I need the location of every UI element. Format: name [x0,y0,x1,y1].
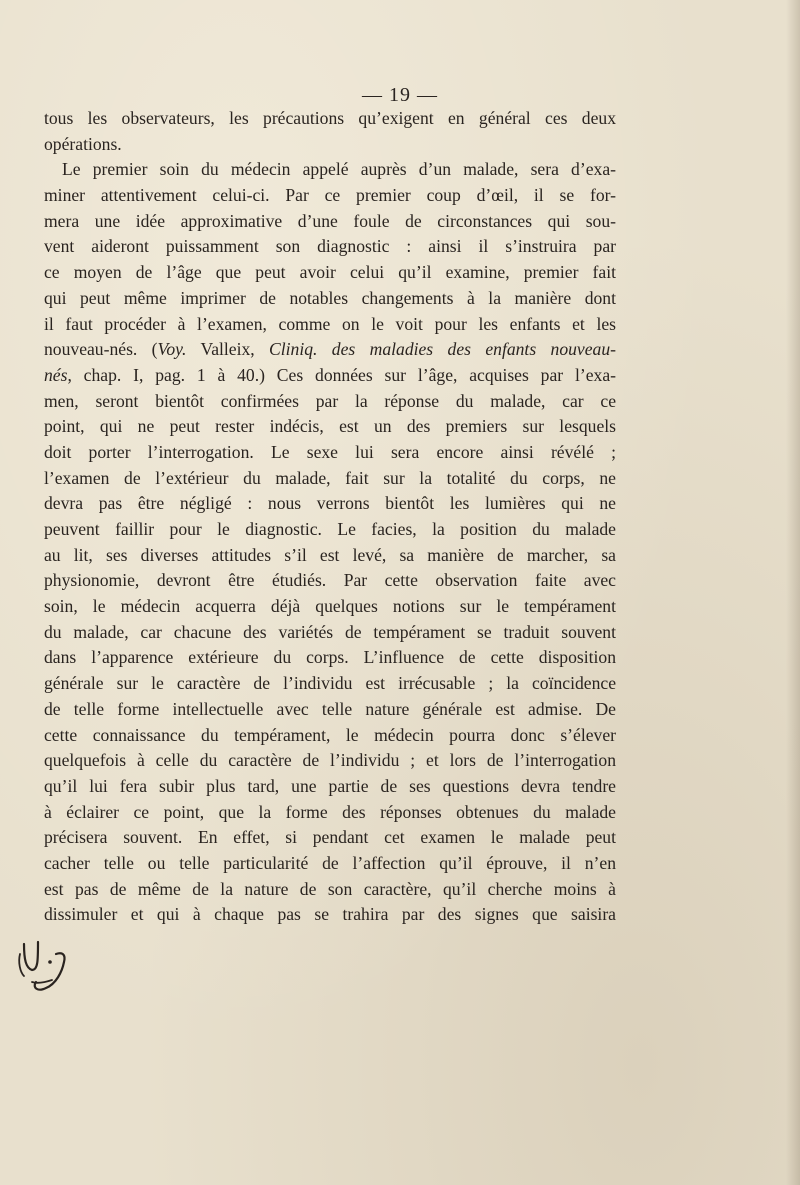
page-number: — 19 — [362,84,438,106]
text-line: mera une idée approximative d’une foule de circonstances qui sou- [44,210,616,231]
text-line: du malade, car chacune des variétés de tempérament se traduit souvent [44,621,616,642]
text-line: de telle forme intellectuelle avec telle nature générale est admise. De [44,698,616,719]
text-line: quelquefois à celle du caractère de l’individu ; et lors de l’interrogation [44,750,616,771]
citation-text: , chap. I, pag. 1 à 40.) Ces données sur l’âge, acquises par l’exa- [67,364,616,385]
text-line: point, qui ne peut rester indécis, est un des premiers sur lesquels [44,416,616,437]
text-line: peuvent faillir pour le diagnostic. Le facies, la position du malade [44,519,616,539]
handwritten-mark [16,932,86,1002]
text-line: opérations. [44,133,122,154]
text-line: est pas de même de la nature de son caractère, qu’il cherche moins à [44,878,616,899]
text-line: qui peut même imprimer de notables changements à la manière dont [44,287,616,308]
text-line: générale sur le caractère de l’individu est irrécusable ; la coïncidence [44,673,616,694]
text-line: au lit, ses diverses attitudes s’il est levé, sa manière de marcher, sa [44,544,616,565]
citation-italic: nés [44,364,68,385]
text-line: l’examen de l’extérieur du malade, fait sur la totalité du corps, ne [44,467,616,488]
text-line: devra pas être négligé : nous verrons bientôt les lumières qui ne [44,493,616,514]
text-line: physionomie, devront être étudiés. Par cette observation faite avec [44,570,616,591]
text-line: vent aideront puissamment son diagnostic : ainsi il s’instruira par [44,236,616,257]
citation-italic: Voy. [157,339,187,360]
body-text [44,106,616,928]
page-edge-shadow [786,0,800,1185]
text-line: qu’il lui fera subir plus tard, une partie de ses questions devra tendre [44,775,616,796]
text-line: miner attentivement celui-ci. Par ce premier coup d’œil, il se for- [44,185,616,206]
text-line: cacher telle ou telle particularité de l’affection qu’il éprouve, il n’en [44,852,616,873]
text-line: doit porter l’interrogation. Le sexe lui sera encore ainsi révélé ; [44,441,616,462]
text-line: il faut procéder à l’examen, comme on le voit pour les enfants et les [44,313,616,334]
citation-italic: Cliniq. des maladies des enfants nouveau- [269,339,616,360]
text-line: soin, le médecin acquerra déjà quelques notions sur le tempérament [44,596,616,617]
text-line: men, seront bientôt confirmées par la réponse du malade, car ce [44,390,616,411]
text-line: Le premier soin du médecin appelé auprès d’un malade, sera d’exa- [62,159,616,180]
citation-text: Valleix, [186,339,270,360]
text-line-with-citation [44,337,616,363]
text-line: dans l’apparence extérieure du corps. L’influence de cette disposition [44,647,616,668]
text-line: ce moyen de l’âge que peut avoir celui qu’il examine, premier fait [44,262,616,283]
text-line: cette connaissance du tempérament, le médecin pourra donc s’élever [44,724,616,745]
text-line: précisera souvent. En effet, si pendant cet examen le malade peut [44,827,616,848]
text-line: tous les observateurs, les précautions qu’exigent en général ces deux [44,108,616,128]
text-line: dissimuler et qui à chaque pas se trahira par des signes que saisira [44,904,616,925]
citation-text: nouveau-nés. ( [44,339,158,360]
text-line: à éclairer ce point, que la forme des réponses obtenues du malade [44,801,616,822]
text-line-with-citation [44,363,616,389]
